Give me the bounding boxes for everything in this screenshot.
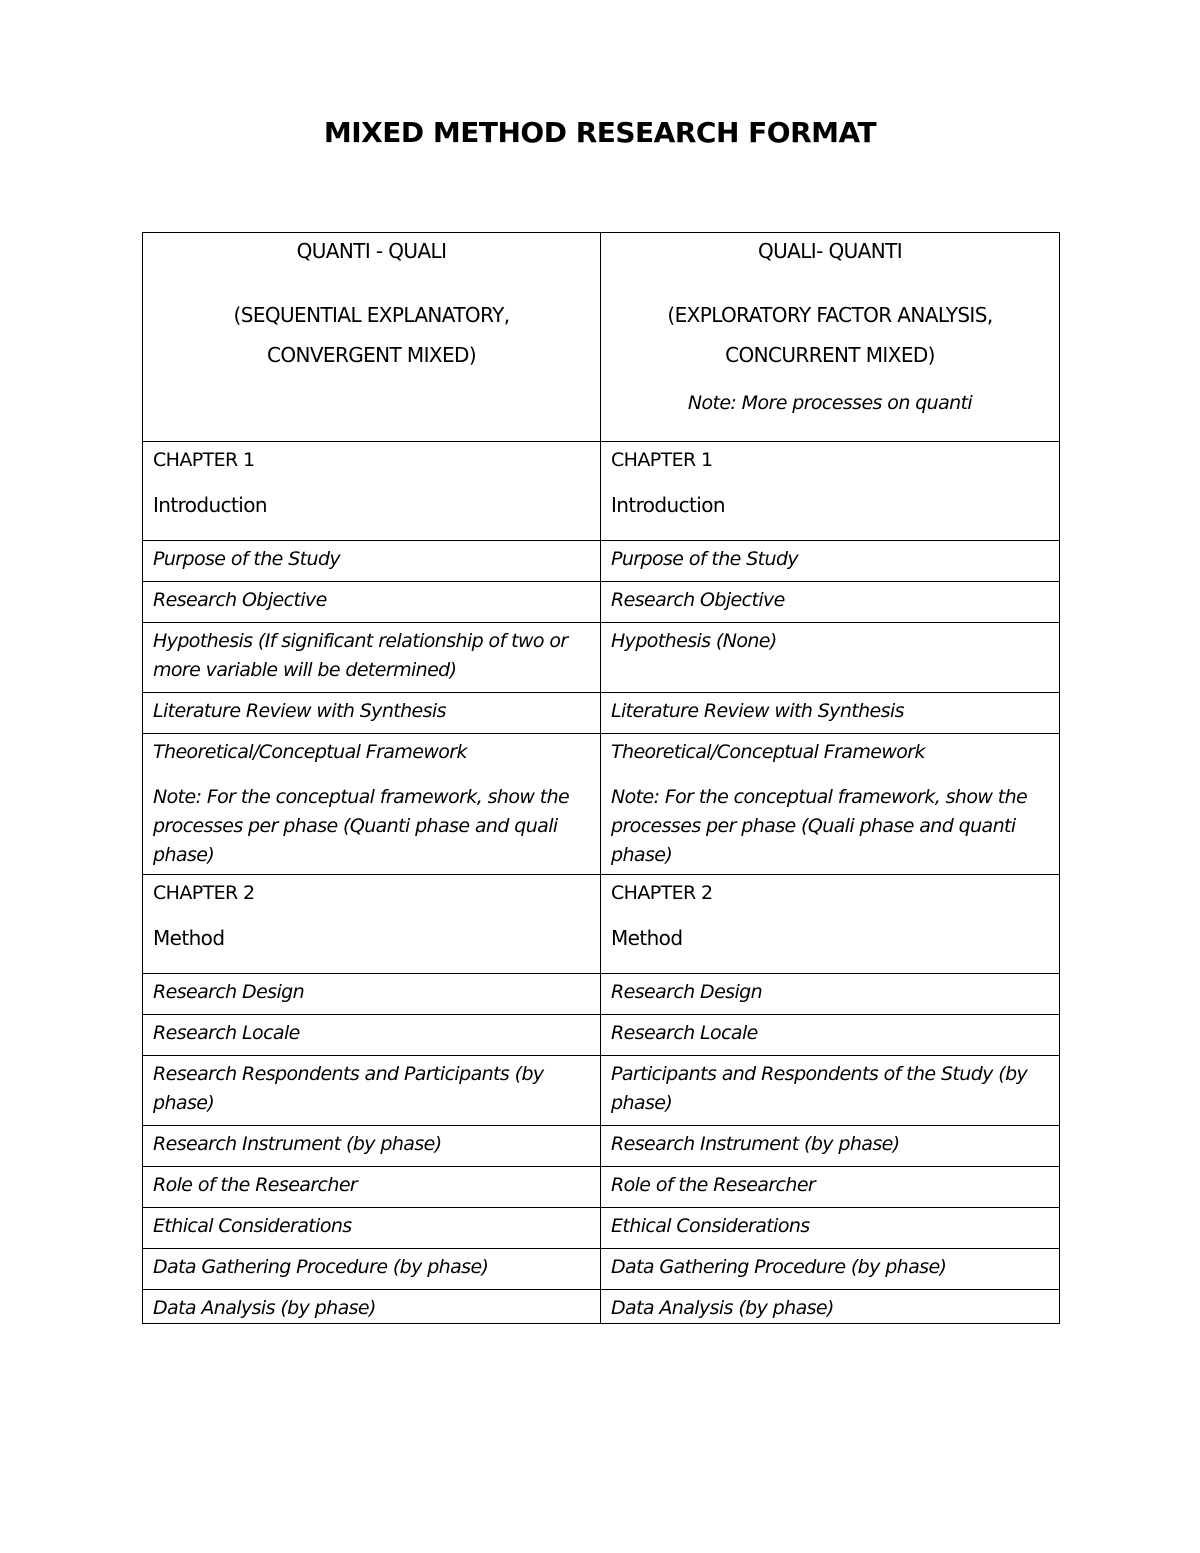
- table-cell: Data Analysis (by phase): [143, 1290, 601, 1324]
- quali-quanti-header: [601, 233, 1060, 442]
- table-row: [143, 1126, 1060, 1167]
- table-row: [143, 693, 1060, 734]
- table-cell: Role of the Researcher: [143, 1167, 601, 1208]
- table-cell: Literature Review with Synthesis: [143, 693, 601, 734]
- framework-cell: [143, 734, 601, 875]
- chapter-cell: [601, 875, 1060, 974]
- chapter-label: CHAPTER 1: [153, 449, 255, 471]
- table-row: [143, 1056, 1060, 1126]
- document-title: MIXED METHOD RESEARCH FORMAT: [323, 116, 877, 149]
- header-row: [143, 233, 1060, 442]
- chapter-cell: [143, 875, 601, 974]
- table-row: [143, 1015, 1060, 1056]
- column-subheading: (SEQUENTIAL EXPLANATORY,: [233, 303, 510, 327]
- format-table: [142, 232, 1060, 1324]
- table-row: [143, 1290, 1060, 1324]
- table-cell: Participants and Respondents of the Study (by phase): [601, 1056, 1060, 1126]
- table-cell: Research Instrument (by phase): [601, 1126, 1060, 1167]
- framework-note: Note: For the conceptual framework, show the processes per phase (Quali phase and quanti phase): [611, 786, 1028, 866]
- table-cell: Research Design: [601, 974, 1060, 1015]
- chapter-label: CHAPTER 2: [611, 882, 713, 904]
- column-heading: QUALI- QUANTI: [757, 239, 903, 263]
- table-cell: Hypothesis (If significant relationship of two or more variable will be determined): [143, 623, 601, 693]
- table-cell: Research Objective: [601, 582, 1060, 623]
- chapter-label: CHAPTER 1: [611, 449, 713, 471]
- table-cell: Literature Review with Synthesis: [601, 693, 1060, 734]
- chapter-row: [143, 875, 1060, 974]
- column-subheading: CONVERGENT MIXED): [266, 343, 477, 367]
- table-row: [143, 974, 1060, 1015]
- table-cell: Research Instrument (by phase): [143, 1126, 601, 1167]
- column-heading: QUANTI - QUALI: [296, 239, 447, 263]
- chapter-name: Method: [611, 926, 683, 950]
- table-cell: Data Analysis (by phase): [601, 1290, 1060, 1324]
- table-row: [143, 541, 1060, 582]
- framework-title: Theoretical/Conceptual Framework: [611, 741, 925, 763]
- table-cell: Purpose of the Study: [601, 541, 1060, 582]
- table-row: [143, 582, 1060, 623]
- table-cell: Data Gathering Procedure (by phase): [143, 1249, 601, 1290]
- column-subheading: (EXPLORATORY FACTOR ANALYSIS,: [667, 303, 993, 327]
- table-cell: Purpose of the Study: [143, 541, 601, 582]
- chapter-cell: [601, 442, 1060, 541]
- chapter-name: Method: [153, 926, 225, 950]
- table-cell: Hypothesis (None): [601, 623, 1060, 693]
- table-row: [143, 1167, 1060, 1208]
- chapter-name: Introduction: [153, 493, 267, 517]
- framework-cell: [601, 734, 1060, 875]
- table-cell: Data Gathering Procedure (by phase): [601, 1249, 1060, 1290]
- column-note: Note: More processes on quanti: [687, 392, 973, 414]
- table-cell: Research Locale: [601, 1015, 1060, 1056]
- table-row: [143, 1208, 1060, 1249]
- chapter-cell: [143, 442, 601, 541]
- table-cell: Ethical Considerations: [143, 1208, 601, 1249]
- table-cell: Research Design: [143, 974, 601, 1015]
- table-cell: Role of the Researcher: [601, 1167, 1060, 1208]
- framework-note: Note: For the conceptual framework, show the processes per phase (Quanti phase and quali phase): [153, 786, 570, 866]
- chapter-name: Introduction: [611, 493, 725, 517]
- table-row: [143, 623, 1060, 693]
- framework-title: Theoretical/Conceptual Framework: [153, 741, 467, 763]
- table-cell: Research Locale: [143, 1015, 601, 1056]
- table-row: [143, 1249, 1060, 1290]
- table-cell: Research Respondents and Participants (by phase): [143, 1056, 601, 1126]
- table-cell: Research Objective: [143, 582, 601, 623]
- column-subheading: CONCURRENT MIXED): [725, 343, 935, 367]
- table-cell: Ethical Considerations: [601, 1208, 1060, 1249]
- framework-row: [143, 734, 1060, 875]
- chapter-row: [143, 442, 1060, 541]
- quanti-quali-header: [143, 233, 601, 442]
- chapter-label: CHAPTER 2: [153, 882, 255, 904]
